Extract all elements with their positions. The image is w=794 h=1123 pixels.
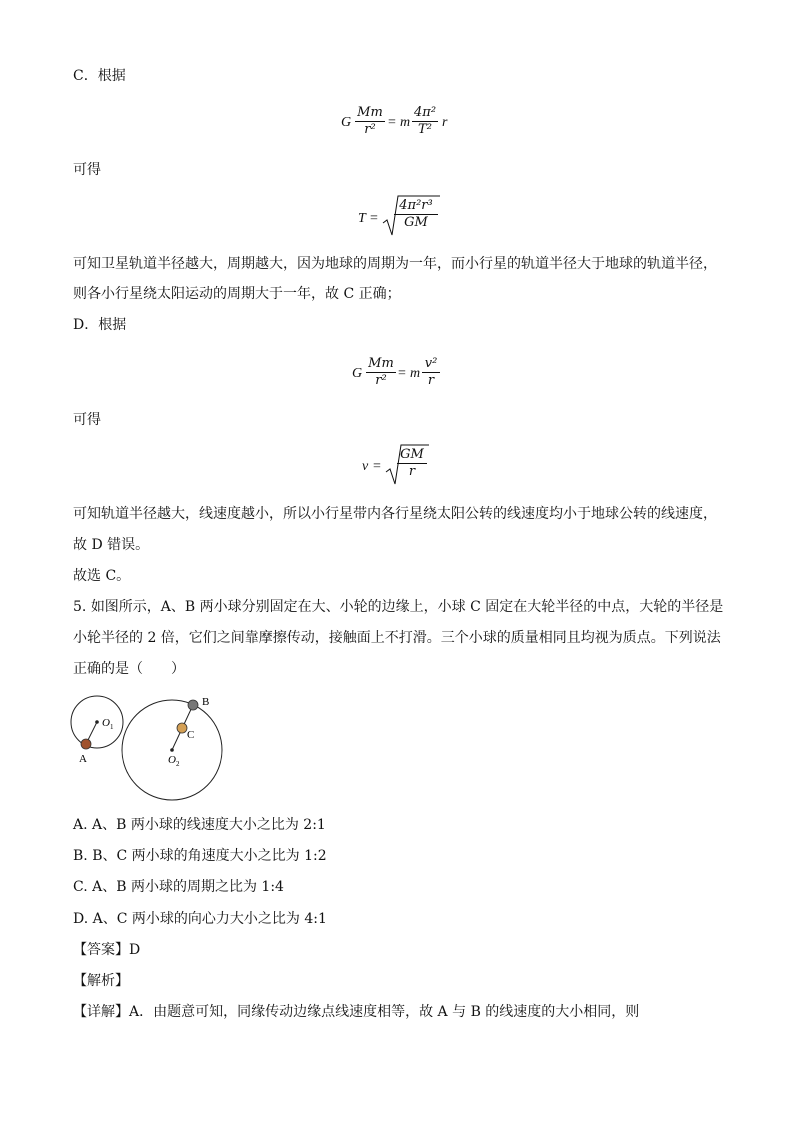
f4-frac-den: r xyxy=(408,464,416,479)
question-line-1 xyxy=(73,597,723,617)
ball-c xyxy=(177,723,187,733)
keyi-2: 可得 xyxy=(73,412,101,428)
f3-frac1-den: r² xyxy=(375,373,387,388)
f1-r: r xyxy=(442,115,448,130)
detail-text: A．由题意可知，同缘传动边缘点线速度相等，故 A 与 B 的线速度的大小相同，则 xyxy=(129,1004,640,1020)
d-intro: D．根据 xyxy=(73,317,127,333)
f3-frac1 xyxy=(366,356,396,389)
c-intro: C．根据 xyxy=(73,68,126,84)
f3-m: m xyxy=(410,366,421,381)
f2-eq: = xyxy=(370,211,378,226)
f1-m: m xyxy=(400,115,411,130)
label-b: B xyxy=(202,696,210,708)
f3-eq: = xyxy=(398,366,406,381)
f4-v: v xyxy=(362,459,369,474)
f3-frac1-num: Mm xyxy=(366,356,396,373)
d-text-1: 可知轨道半径越大，线速度越小，所以小行星带内各行星绕太阳公转的线速度均小于地球公转的线速度， xyxy=(73,506,717,522)
center-o2-dot xyxy=(170,748,174,752)
f3-frac2 xyxy=(422,356,440,389)
f2-frac-den: GM xyxy=(404,215,428,230)
analysis-line xyxy=(73,971,129,991)
c-text-2: 则各小行星绕太阳运动的周期大于一年，故 C 正确； xyxy=(73,286,401,302)
label-o2: $O_2$ xyxy=(168,754,180,768)
f3-frac2-num: v² xyxy=(422,356,440,373)
label-a: A xyxy=(79,753,87,765)
option-b[interactable]: B. B、C 两小球的角速度大小之比为 1:2 xyxy=(73,848,327,864)
label-c: C xyxy=(187,729,195,741)
f2-frac xyxy=(394,198,438,231)
center-o1-dot xyxy=(95,720,99,724)
conclusion: 故选 C。 xyxy=(73,568,131,584)
f4-frac-num: GM xyxy=(397,447,427,464)
f1-frac2-num: 4π² xyxy=(414,105,437,120)
f1-eq: = xyxy=(388,115,396,130)
question-line-2: 小轮半径的 2 倍，它们之间靠摩擦传动，接触面上不打滑。三个小球的质量相同且均视为质点。下列说法 xyxy=(73,630,721,646)
question-text-1: 如图所示，A、B 两小球分别固定在大、小轮的边缘上，小球 C 固定在大轮半径的中点，大轮的半径是 xyxy=(90,599,724,615)
analysis-tag: 【解析】 xyxy=(73,973,129,989)
f2-frac-num: 4π²r³ xyxy=(394,198,438,215)
answer-value: D xyxy=(129,942,141,958)
label-o1: $O_1$ xyxy=(102,717,114,731)
d-text-2: 故 D 错误。 xyxy=(73,537,150,553)
wheels-diagram xyxy=(66,688,236,808)
f1-frac1-num: Mm xyxy=(355,105,385,122)
detail-tag: 【详解】 xyxy=(73,1004,129,1020)
option-c[interactable]: C. A、B 两小球的周期之比为 1:4 xyxy=(73,879,284,895)
f1-frac2 xyxy=(412,105,438,138)
f4-frac xyxy=(397,447,427,480)
c-text-1: 可知卫星轨道半径越大，周期越大，因为地球的周期为一年，而小行星的轨道半径大于地球的轨道半径， xyxy=(73,256,717,272)
f1-frac2-den: T² xyxy=(418,122,432,137)
f2-t: T xyxy=(358,211,366,226)
f1-frac1-den: r² xyxy=(364,122,376,137)
option-a[interactable]: A. A、B 两小球的线速度大小之比为 2:1 xyxy=(73,817,326,833)
f3-frac2-den: r xyxy=(427,373,435,388)
question-line-3: 正确的是（ ） xyxy=(73,661,185,677)
f1-g: G xyxy=(341,115,352,130)
f4-eq: = xyxy=(373,459,381,474)
f1-frac1 xyxy=(355,105,385,138)
keyi-1: 可得 xyxy=(73,162,101,178)
question-number: 5. xyxy=(73,599,87,615)
ball-b xyxy=(188,700,198,710)
ball-a xyxy=(81,739,91,749)
option-d[interactable]: D. A、C 两小球的向心力大小之比为 4:1 xyxy=(73,911,327,927)
answer-tag: 【答案】 xyxy=(73,942,129,958)
f3-g: G xyxy=(352,366,363,381)
detail-line xyxy=(73,1002,639,1022)
answer-line xyxy=(73,940,140,960)
